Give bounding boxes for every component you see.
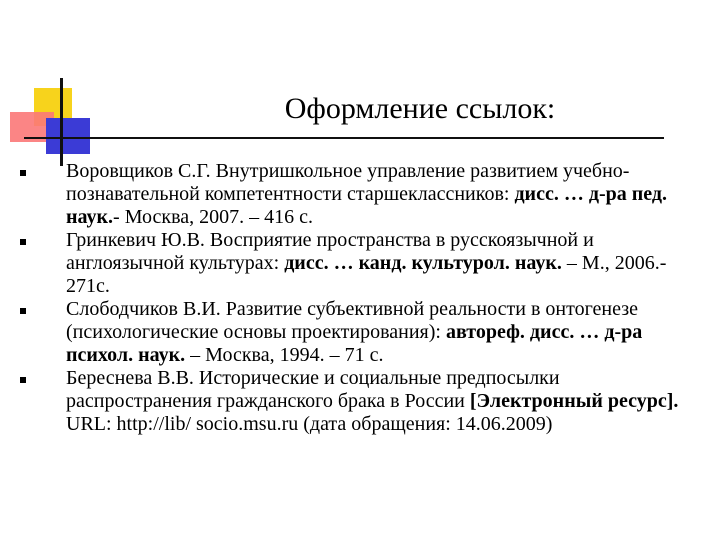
reference-list bbox=[66, 160, 706, 436]
reference-degree: дисс. … д-ра пед. наук. bbox=[66, 183, 667, 228]
reference-url: URL: http://lib/ socio.msu.ru (дата обращения: 14.06.2009) bbox=[66, 413, 553, 435]
reference-text: Воровщиков С.Г. Внутришкольное управление развитием учебно-познавательной компетентности старшеклассников: bbox=[66, 160, 630, 205]
decor-blue-square bbox=[46, 118, 90, 154]
reference-text: Слободчиков В.И. Развитие субъективной реальности в онтогенезе (психологические основы проектирования): bbox=[66, 298, 638, 343]
bullet-icon bbox=[20, 239, 26, 245]
reference-item-1 bbox=[66, 160, 706, 229]
slide-title: Оформление ссылок: bbox=[284, 92, 556, 125]
bullet-icon bbox=[20, 377, 26, 383]
reference-imprint: – М., 2006.- 271с. bbox=[66, 252, 667, 297]
decor-vertical-line bbox=[60, 78, 63, 166]
reference-resource-type: [Электронный ресурс]. bbox=[469, 390, 679, 412]
reference-item-2 bbox=[66, 229, 706, 298]
reference-degree: автореф. дисс. … д-ра психол. наук. bbox=[66, 321, 643, 366]
decor-horizontal-line bbox=[24, 137, 664, 139]
reference-imprint: – Москва, 1994. – 71 с. bbox=[185, 344, 384, 366]
reference-item-4 bbox=[66, 367, 706, 436]
reference-text: Береснева В.В. Исторические и социальные предпосылки распространения гражданского брака в России bbox=[66, 367, 560, 412]
reference-imprint: - Москва, 2007. – 416 с. bbox=[113, 206, 314, 228]
reference-item-3 bbox=[66, 298, 706, 367]
reference-text: Гринкевич Ю.В. Восприятие пространства в русскоязычной и англоязычной культурах: bbox=[66, 229, 594, 274]
bullet-icon bbox=[20, 308, 26, 314]
bullet-icon bbox=[20, 170, 26, 176]
reference-degree: дисс. … канд. культурол. наук. bbox=[284, 252, 562, 274]
